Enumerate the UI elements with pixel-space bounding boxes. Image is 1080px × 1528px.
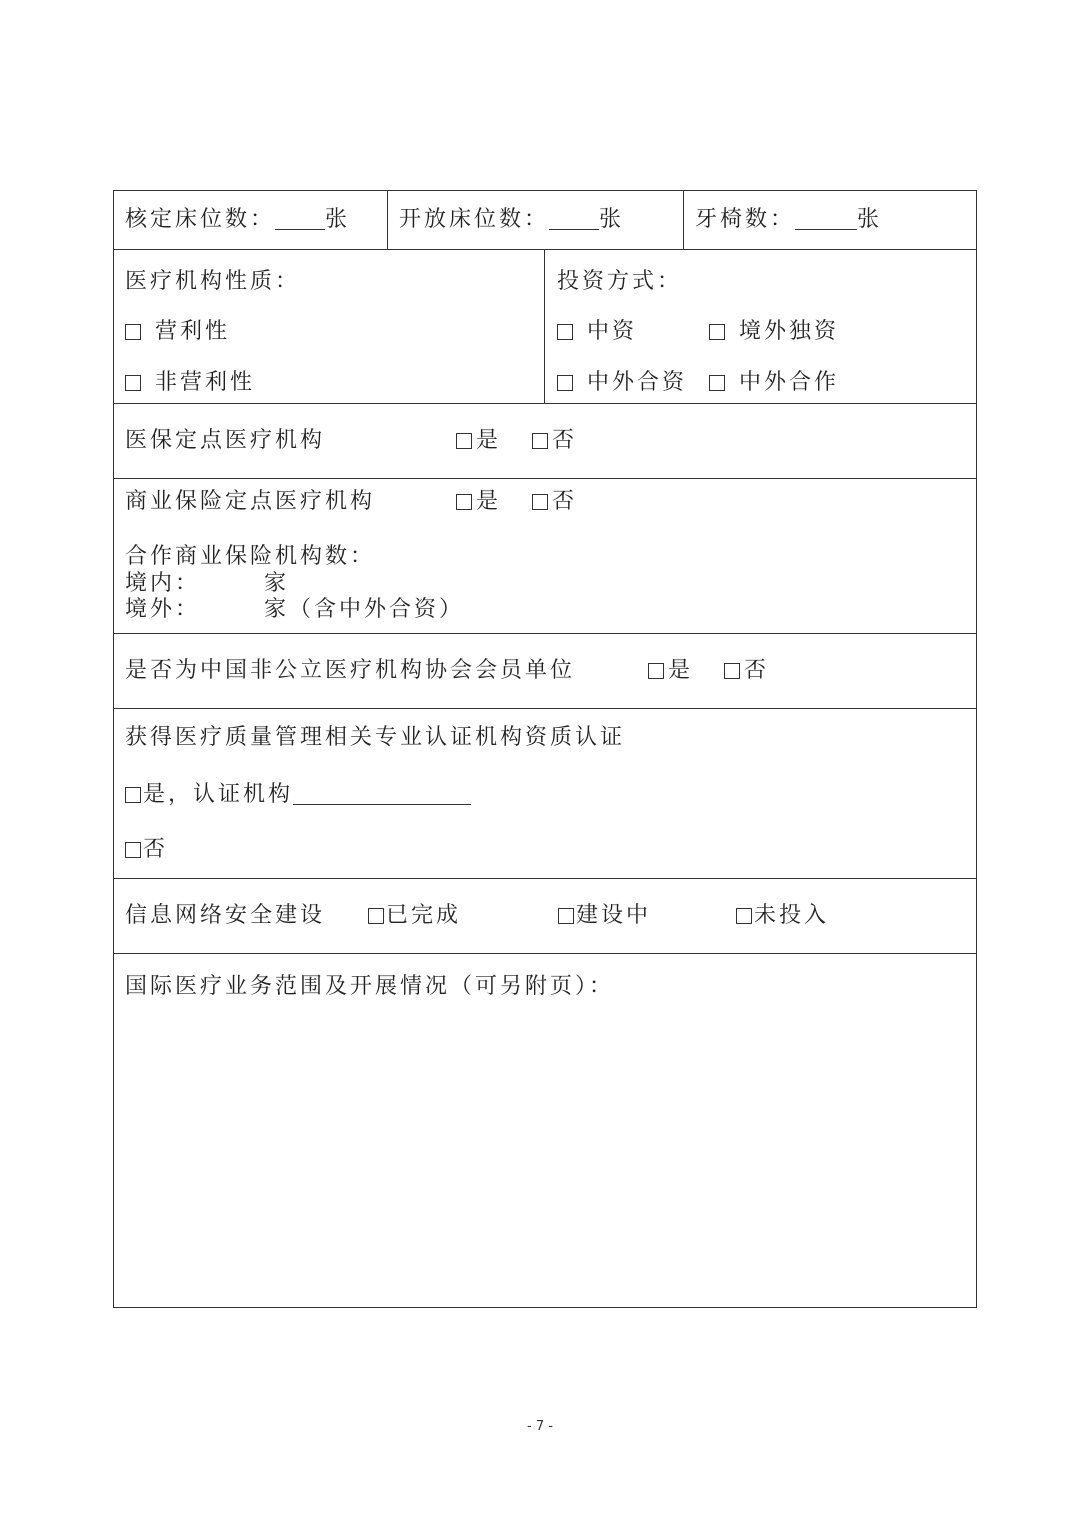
certification-body-input[interactable] [293,784,471,805]
certification-yes-option[interactable] [125,782,471,808]
option-label: 是 [668,658,694,683]
investment-option-cooperation[interactable] [709,370,839,396]
checkbox[interactable] [532,433,548,449]
association-row [114,633,976,708]
checkbox[interactable] [736,908,752,924]
column-divider [683,191,684,249]
checkbox[interactable] [557,324,573,340]
option-label: 中外合资 [587,370,688,395]
open-beds-label: 开放床位数： [399,207,550,232]
checkbox[interactable] [125,787,141,803]
network-security-label: 信息网络安全建设 [125,903,326,928]
option-label: 是 [476,428,502,453]
network-option-in-progress[interactable] [558,903,651,929]
commercial-insurance-label: 商业保险定点医疗机构 [125,489,376,514]
beds-row [114,191,976,249]
commercial-yes-option[interactable] [456,489,501,515]
investment-option-joint-venture[interactable] [557,370,687,396]
international-business-label: 国际医疗业务范围及开展情况（可另附页）： [125,974,615,999]
international-business-textarea[interactable] [114,1014,976,1307]
option-label: 建设中 [576,903,652,928]
checkbox[interactable] [368,908,384,924]
checkbox[interactable] [532,494,548,510]
overseas-label: 境外： [125,597,201,622]
insurance-label: 医保定点医疗机构 [125,428,326,453]
checkbox[interactable] [125,324,141,340]
dental-chairs-field [695,207,882,233]
page-number: - 7 - [527,1419,553,1434]
checkbox[interactable] [456,494,472,510]
insurance-yes-option[interactable] [456,428,501,454]
option-label: 中资 [587,319,638,344]
column-divider [387,191,388,249]
checkbox[interactable] [558,908,574,924]
insurance-row [114,403,976,478]
network-option-completed[interactable] [368,903,461,929]
column-divider [544,250,545,403]
dental-chairs-input[interactable] [795,209,857,230]
approved-beds-label: 核定床位数： [125,207,276,232]
option-label: 否 [552,428,578,453]
option-label: 营利性 [155,319,231,344]
domestic-label: 境内： [125,571,201,596]
certification-no-option[interactable] [125,837,168,863]
nature-option-non-profit[interactable] [125,370,255,396]
option-label: 境外独资 [739,319,840,344]
checkbox[interactable] [125,375,141,391]
certification-row [114,708,976,878]
option-label: 是，认证机构 [143,782,294,807]
investment-option-domestic[interactable] [557,319,637,345]
open-beds-field [399,207,624,233]
checkbox[interactable] [456,433,472,449]
investment-option-foreign-owned[interactable] [709,319,839,345]
network-security-row [114,878,976,953]
commercial-insurance-row [114,478,976,633]
nature-option-for-profit[interactable] [125,319,230,345]
investment-label: 投资方式： [557,269,683,294]
option-label: 未投入 [754,903,830,928]
checkbox[interactable] [648,663,664,679]
association-yes-option[interactable] [648,658,693,684]
association-label: 是否为中国非公立医疗机构协会会员单位 [125,658,576,683]
insurance-no-option[interactable] [532,428,577,454]
option-label: 否 [552,489,578,514]
partner-insurer-count-label: 合作商业保险机构数： [125,544,376,569]
option-label: 否 [744,658,770,683]
commercial-no-option[interactable] [532,489,577,515]
checkbox[interactable] [724,663,740,679]
checkbox[interactable] [709,324,725,340]
dental-chairs-label: 牙椅数： [695,207,796,232]
dental-chairs-unit: 张 [857,207,883,232]
approved-beds-input[interactable] [275,209,325,230]
checkbox[interactable] [557,375,573,391]
nature-investment-row [114,249,976,403]
certification-label: 获得医疗质量管理相关专业认证机构资质认证 [125,725,626,750]
approved-beds-field [125,207,350,233]
nature-label: 医疗机构性质： [125,269,301,294]
international-business-row [114,953,976,1307]
approved-beds-unit: 张 [325,207,351,232]
registration-form-table [113,190,977,1308]
domestic-unit: 家 [264,571,290,596]
option-label: 是 [476,489,502,514]
association-no-option[interactable] [724,658,769,684]
option-label: 中外合作 [739,370,840,395]
open-beds-input[interactable] [549,209,599,230]
overseas-unit: 家（含中外合资） [264,597,465,622]
open-beds-unit: 张 [599,207,625,232]
option-label: 已完成 [386,903,462,928]
option-label: 非营利性 [155,370,256,395]
checkbox[interactable] [709,375,725,391]
checkbox[interactable] [125,842,141,858]
option-label: 否 [143,837,169,862]
network-option-not-invested[interactable] [736,903,829,929]
